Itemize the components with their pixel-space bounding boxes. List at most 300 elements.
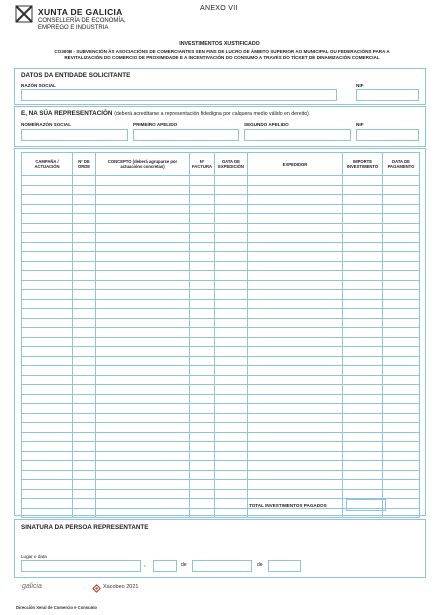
- table-cell[interactable]: [215, 470, 248, 480]
- table-cell[interactable]: [383, 375, 420, 385]
- table-cell[interactable]: [343, 366, 383, 376]
- table-cell[interactable]: [248, 432, 343, 442]
- table-cell[interactable]: [190, 375, 215, 385]
- table-cell[interactable]: [22, 252, 73, 262]
- table-cell[interactable]: [383, 489, 420, 499]
- table-cell[interactable]: [215, 499, 248, 509]
- table-cell[interactable]: [248, 461, 343, 471]
- table-cell[interactable]: [343, 204, 383, 214]
- table-cell[interactable]: [96, 337, 190, 347]
- table-cell[interactable]: [248, 176, 343, 186]
- table-cell[interactable]: [96, 451, 190, 461]
- table-cell[interactable]: [383, 185, 420, 195]
- table-cell[interactable]: [343, 233, 383, 243]
- table-cell[interactable]: [343, 470, 383, 480]
- table-cell[interactable]: [73, 347, 96, 357]
- table-cell[interactable]: [73, 470, 96, 480]
- table-cell[interactable]: [73, 195, 96, 205]
- table-cell[interactable]: [383, 385, 420, 395]
- table-cell[interactable]: [343, 242, 383, 252]
- table-cell[interactable]: [22, 195, 73, 205]
- table-cell[interactable]: [96, 423, 190, 433]
- rep-surname1-field[interactable]: [133, 129, 239, 141]
- table-cell[interactable]: [22, 432, 73, 442]
- table-cell[interactable]: [248, 261, 343, 271]
- table-cell[interactable]: [22, 261, 73, 271]
- table-cell[interactable]: [383, 204, 420, 214]
- table-cell[interactable]: [96, 461, 190, 471]
- table-cell[interactable]: [73, 480, 96, 490]
- table-cell[interactable]: [73, 499, 96, 509]
- table-cell[interactable]: [96, 413, 190, 423]
- year-field[interactable]: [268, 560, 301, 572]
- table-cell[interactable]: [190, 432, 215, 442]
- table-cell[interactable]: [190, 442, 215, 452]
- table-cell[interactable]: [383, 470, 420, 480]
- table-cell[interactable]: [190, 356, 215, 366]
- table-cell[interactable]: [73, 242, 96, 252]
- table-cell[interactable]: [343, 413, 383, 423]
- table-cell[interactable]: [248, 299, 343, 309]
- rep-nif-field[interactable]: [356, 129, 419, 141]
- table-cell[interactable]: [248, 223, 343, 233]
- table-cell[interactable]: [383, 280, 420, 290]
- table-cell[interactable]: [343, 328, 383, 338]
- table-cell[interactable]: [383, 404, 420, 414]
- table-cell[interactable]: [248, 271, 343, 281]
- table-cell[interactable]: [73, 423, 96, 433]
- table-cell[interactable]: [190, 394, 215, 404]
- table-cell[interactable]: [190, 252, 215, 262]
- table-cell[interactable]: [343, 252, 383, 262]
- table-cell[interactable]: [190, 366, 215, 376]
- table-cell[interactable]: [215, 271, 248, 281]
- table-cell[interactable]: [383, 214, 420, 224]
- table-cell[interactable]: [190, 423, 215, 433]
- month-field[interactable]: [192, 560, 252, 572]
- table-cell[interactable]: [96, 328, 190, 338]
- table-cell[interactable]: [96, 271, 190, 281]
- table-cell[interactable]: [96, 347, 190, 357]
- table-cell[interactable]: [343, 261, 383, 271]
- table-cell[interactable]: [343, 176, 383, 186]
- table-cell[interactable]: [190, 242, 215, 252]
- table-cell[interactable]: [96, 195, 190, 205]
- table-cell[interactable]: [73, 223, 96, 233]
- table-cell[interactable]: [343, 271, 383, 281]
- table-cell[interactable]: [343, 185, 383, 195]
- table-cell[interactable]: [190, 470, 215, 480]
- table-cell[interactable]: [343, 385, 383, 395]
- table-cell[interactable]: [190, 347, 215, 357]
- table-cell[interactable]: [383, 261, 420, 271]
- table-cell[interactable]: [96, 204, 190, 214]
- table-cell[interactable]: [22, 176, 73, 186]
- table-cell[interactable]: [215, 366, 248, 376]
- table-cell[interactable]: [248, 328, 343, 338]
- table-cell[interactable]: [73, 280, 96, 290]
- table-cell[interactable]: [22, 480, 73, 490]
- table-cell[interactable]: [215, 423, 248, 433]
- table-cell[interactable]: [343, 299, 383, 309]
- table-cell[interactable]: [383, 451, 420, 461]
- table-cell[interactable]: [190, 385, 215, 395]
- table-cell[interactable]: [73, 261, 96, 271]
- table-cell[interactable]: [383, 290, 420, 300]
- table-cell[interactable]: [22, 366, 73, 376]
- table-cell[interactable]: [248, 404, 343, 414]
- table-cell[interactable]: [22, 470, 73, 480]
- table-cell[interactable]: [96, 404, 190, 414]
- table-cell[interactable]: [22, 328, 73, 338]
- table-cell[interactable]: [383, 480, 420, 490]
- table-cell[interactable]: [96, 499, 190, 509]
- table-cell[interactable]: [96, 299, 190, 309]
- table-cell[interactable]: [96, 480, 190, 490]
- table-cell[interactable]: [22, 461, 73, 471]
- table-cell[interactable]: [73, 461, 96, 471]
- table-cell[interactable]: [190, 280, 215, 290]
- table-cell[interactable]: [73, 394, 96, 404]
- table-cell[interactable]: [22, 489, 73, 499]
- table-cell[interactable]: [248, 347, 343, 357]
- table-cell[interactable]: [215, 480, 248, 490]
- table-cell[interactable]: [73, 489, 96, 499]
- table-cell[interactable]: [22, 356, 73, 366]
- table-cell[interactable]: [383, 442, 420, 452]
- table-cell[interactable]: [383, 356, 420, 366]
- total-field[interactable]: [346, 499, 386, 511]
- table-cell[interactable]: [248, 375, 343, 385]
- table-cell[interactable]: [190, 195, 215, 205]
- table-cell[interactable]: [73, 404, 96, 414]
- table-cell[interactable]: [215, 261, 248, 271]
- table-cell[interactable]: [343, 280, 383, 290]
- table-cell[interactable]: [190, 337, 215, 347]
- table-cell[interactable]: [248, 480, 343, 490]
- table-cell[interactable]: [248, 470, 343, 480]
- table-cell[interactable]: [215, 508, 248, 518]
- table-cell[interactable]: [383, 337, 420, 347]
- table-cell[interactable]: [96, 432, 190, 442]
- table-cell[interactable]: [22, 318, 73, 328]
- table-cell[interactable]: [73, 290, 96, 300]
- table-cell[interactable]: [73, 432, 96, 442]
- table-cell[interactable]: [190, 451, 215, 461]
- table-cell[interactable]: [22, 299, 73, 309]
- table-cell[interactable]: [73, 375, 96, 385]
- table-cell[interactable]: [343, 394, 383, 404]
- table-cell[interactable]: [215, 461, 248, 471]
- entity-name-field[interactable]: [21, 89, 337, 101]
- table-cell[interactable]: [73, 204, 96, 214]
- entity-nif-field[interactable]: [356, 89, 419, 101]
- table-cell[interactable]: [343, 223, 383, 233]
- table-cell[interactable]: [248, 366, 343, 376]
- table-cell[interactable]: [215, 451, 248, 461]
- table-cell[interactable]: [215, 318, 248, 328]
- table-cell[interactable]: [22, 214, 73, 224]
- table-cell[interactable]: [215, 299, 248, 309]
- table-cell[interactable]: [73, 328, 96, 338]
- table-cell[interactable]: [343, 214, 383, 224]
- table-cell[interactable]: [73, 185, 96, 195]
- table-cell[interactable]: [343, 480, 383, 490]
- table-cell[interactable]: [383, 271, 420, 281]
- table-cell[interactable]: [248, 451, 343, 461]
- table-cell[interactable]: [343, 423, 383, 433]
- table-cell[interactable]: [190, 204, 215, 214]
- table-cell[interactable]: [96, 318, 190, 328]
- table-cell[interactable]: [22, 508, 73, 518]
- table-cell[interactable]: [248, 423, 343, 433]
- table-cell[interactable]: [383, 508, 420, 518]
- table-cell[interactable]: [22, 499, 73, 509]
- table-cell[interactable]: [96, 176, 190, 186]
- table-cell[interactable]: [215, 204, 248, 214]
- table-cell[interactable]: [215, 280, 248, 290]
- table-cell[interactable]: [73, 442, 96, 452]
- table-cell[interactable]: [190, 461, 215, 471]
- table-cell[interactable]: [96, 470, 190, 480]
- table-cell[interactable]: [383, 223, 420, 233]
- table-cell[interactable]: [215, 356, 248, 366]
- table-cell[interactable]: [215, 309, 248, 319]
- table-cell[interactable]: [383, 366, 420, 376]
- table-cell[interactable]: [96, 223, 190, 233]
- table-cell[interactable]: [383, 309, 420, 319]
- table-cell[interactable]: [248, 280, 343, 290]
- rep-name-label: NOME/RAZÓN SOCIAL: [21, 122, 72, 127]
- table-cell[interactable]: [383, 461, 420, 471]
- table-cell[interactable]: [190, 489, 215, 499]
- galicia-logo: galicia: [22, 583, 42, 590]
- table-cell[interactable]: [22, 204, 73, 214]
- table-cell[interactable]: [22, 185, 73, 195]
- table-cell[interactable]: [96, 356, 190, 366]
- table-cell[interactable]: [215, 432, 248, 442]
- table-cell[interactable]: [248, 394, 343, 404]
- table-cell[interactable]: [215, 404, 248, 414]
- table-cell[interactable]: [215, 233, 248, 243]
- table-cell[interactable]: [22, 375, 73, 385]
- table-cell[interactable]: [96, 252, 190, 262]
- table-cell[interactable]: [343, 309, 383, 319]
- table-cell[interactable]: [190, 185, 215, 195]
- table-cell[interactable]: [343, 461, 383, 471]
- table-cell[interactable]: [73, 508, 96, 518]
- table-cell[interactable]: [190, 318, 215, 328]
- table-cell[interactable]: [190, 299, 215, 309]
- table-cell[interactable]: [383, 394, 420, 404]
- table-cell[interactable]: [73, 271, 96, 281]
- table-cell[interactable]: [343, 451, 383, 461]
- table-cell[interactable]: [96, 290, 190, 300]
- table-cell[interactable]: [248, 318, 343, 328]
- table-cell[interactable]: [248, 489, 343, 499]
- table-cell[interactable]: [215, 385, 248, 395]
- table-cell[interactable]: [22, 404, 73, 414]
- table-cell[interactable]: [190, 508, 215, 518]
- table-cell[interactable]: [215, 375, 248, 385]
- place-field[interactable]: [21, 560, 141, 572]
- table-cell[interactable]: [190, 233, 215, 243]
- table-cell[interactable]: [73, 233, 96, 243]
- table-cell[interactable]: [96, 385, 190, 395]
- table-cell[interactable]: [190, 404, 215, 414]
- table-cell[interactable]: [190, 413, 215, 423]
- table-cell[interactable]: [96, 242, 190, 252]
- table-cell[interactable]: [22, 451, 73, 461]
- table-cell[interactable]: [215, 185, 248, 195]
- table-cell[interactable]: [96, 261, 190, 271]
- table-cell[interactable]: [215, 489, 248, 499]
- table-cell[interactable]: [96, 309, 190, 319]
- table-cell[interactable]: [73, 356, 96, 366]
- table-cell[interactable]: [22, 347, 73, 357]
- table-cell[interactable]: [190, 271, 215, 281]
- table-cell[interactable]: [96, 442, 190, 452]
- table-cell[interactable]: [96, 185, 190, 195]
- table-cell[interactable]: [22, 442, 73, 452]
- table-cell[interactable]: [215, 290, 248, 300]
- table-cell[interactable]: [215, 252, 248, 262]
- table-cell[interactable]: [22, 223, 73, 233]
- table-cell[interactable]: [383, 432, 420, 442]
- table-row: [22, 261, 420, 271]
- table-cell[interactable]: [22, 233, 73, 243]
- table-cell[interactable]: [343, 489, 383, 499]
- table-cell[interactable]: [383, 318, 420, 328]
- table-cell[interactable]: [248, 214, 343, 224]
- table-cell[interactable]: [96, 375, 190, 385]
- table-cell[interactable]: [248, 442, 343, 452]
- table-cell[interactable]: [190, 214, 215, 224]
- table-cell[interactable]: [96, 508, 190, 518]
- table-cell[interactable]: [73, 318, 96, 328]
- table-cell[interactable]: [343, 356, 383, 366]
- table-cell[interactable]: [215, 242, 248, 252]
- table-cell[interactable]: [22, 394, 73, 404]
- table-cell[interactable]: [190, 328, 215, 338]
- table-cell[interactable]: [248, 204, 343, 214]
- table-cell[interactable]: [215, 223, 248, 233]
- table-cell[interactable]: [73, 366, 96, 376]
- table-cell[interactable]: [248, 508, 343, 518]
- table-cell[interactable]: [215, 442, 248, 452]
- table-cell[interactable]: [190, 223, 215, 233]
- table-cell[interactable]: [190, 261, 215, 271]
- table-cell[interactable]: [383, 233, 420, 243]
- table-cell[interactable]: [248, 413, 343, 423]
- table-cell[interactable]: [343, 404, 383, 414]
- table-cell[interactable]: [22, 337, 73, 347]
- table-cell[interactable]: [190, 309, 215, 319]
- table-cell[interactable]: [383, 242, 420, 252]
- table-cell[interactable]: [96, 366, 190, 376]
- table-cell[interactable]: [96, 280, 190, 290]
- table-cell[interactable]: [383, 347, 420, 357]
- rep-name-field[interactable]: [21, 129, 128, 141]
- table-cell[interactable]: [22, 290, 73, 300]
- table-cell[interactable]: [248, 252, 343, 262]
- table-cell[interactable]: [22, 309, 73, 319]
- table-cell[interactable]: [343, 318, 383, 328]
- table-cell[interactable]: [190, 290, 215, 300]
- table-cell[interactable]: [343, 195, 383, 205]
- table-cell[interactable]: [215, 394, 248, 404]
- table-cell[interactable]: [215, 347, 248, 357]
- table-cell[interactable]: [383, 299, 420, 309]
- table-cell[interactable]: [190, 176, 215, 186]
- table-cell[interactable]: [343, 432, 383, 442]
- table-cell[interactable]: [248, 356, 343, 366]
- table-cell[interactable]: [383, 423, 420, 433]
- table-cell[interactable]: [22, 385, 73, 395]
- table-cell[interactable]: [248, 309, 343, 319]
- table-cell[interactable]: [22, 413, 73, 423]
- table-cell[interactable]: [73, 385, 96, 395]
- table-cell[interactable]: [22, 271, 73, 281]
- table-cell[interactable]: [248, 185, 343, 195]
- table-cell[interactable]: [343, 347, 383, 357]
- table-cell[interactable]: [215, 214, 248, 224]
- table-cell[interactable]: [215, 413, 248, 423]
- table-cell[interactable]: [383, 252, 420, 262]
- table-cell[interactable]: [343, 337, 383, 347]
- table-cell[interactable]: [190, 480, 215, 490]
- table-cell[interactable]: [73, 309, 96, 319]
- table-cell[interactable]: [215, 195, 248, 205]
- table-cell[interactable]: [215, 337, 248, 347]
- table-cell[interactable]: [248, 385, 343, 395]
- table-cell[interactable]: [248, 290, 343, 300]
- table-cell[interactable]: [96, 489, 190, 499]
- table-cell[interactable]: [248, 233, 343, 243]
- table-cell[interactable]: [343, 375, 383, 385]
- table-cell[interactable]: [73, 299, 96, 309]
- table-cell[interactable]: [73, 337, 96, 347]
- table-cell[interactable]: [215, 328, 248, 338]
- table-cell[interactable]: [73, 413, 96, 423]
- table-row: [22, 223, 420, 233]
- table-cell[interactable]: [383, 328, 420, 338]
- table-cell[interactable]: [248, 195, 343, 205]
- table-cell[interactable]: [215, 176, 248, 186]
- table-cell[interactable]: [73, 451, 96, 461]
- table-cell[interactable]: [96, 214, 190, 224]
- table-cell[interactable]: [343, 442, 383, 452]
- table-cell[interactable]: [22, 242, 73, 252]
- table-cell[interactable]: [96, 233, 190, 243]
- table-cell[interactable]: [248, 337, 343, 347]
- rep-surname2-field[interactable]: [244, 129, 351, 141]
- table-cell[interactable]: [96, 394, 190, 404]
- table-cell[interactable]: [22, 423, 73, 433]
- table-cell[interactable]: [190, 499, 215, 509]
- table-cell[interactable]: [383, 195, 420, 205]
- table-cell[interactable]: [343, 290, 383, 300]
- table-cell[interactable]: [383, 176, 420, 186]
- table-cell[interactable]: [22, 280, 73, 290]
- table-cell[interactable]: [73, 214, 96, 224]
- table-cell[interactable]: [248, 242, 343, 252]
- day-field[interactable]: [153, 560, 177, 572]
- table-cell[interactable]: [383, 413, 420, 423]
- table-cell[interactable]: [73, 252, 96, 262]
- table-cell[interactable]: [383, 499, 420, 509]
- table-cell[interactable]: [73, 176, 96, 186]
